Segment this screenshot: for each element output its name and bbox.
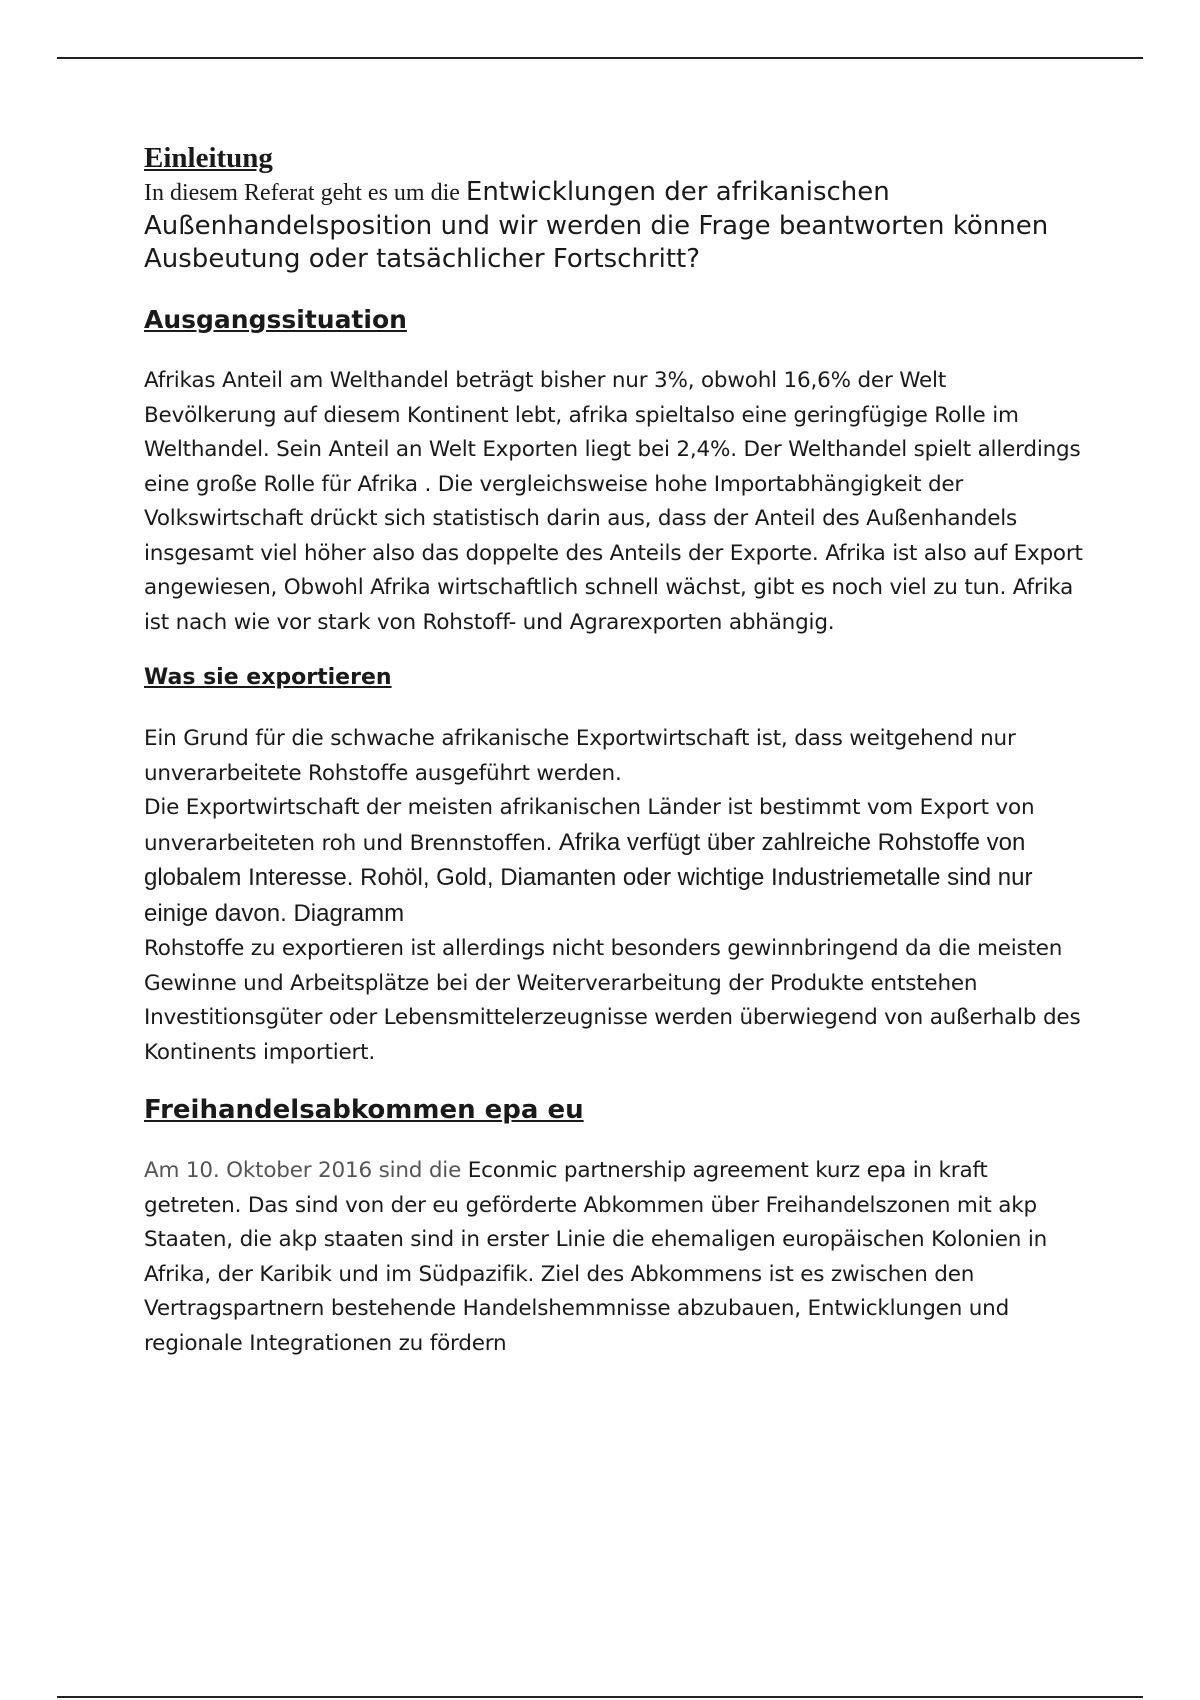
intro-paragraph bbox=[144, 176, 1084, 276]
heading-freihandelsabkommen: Freihandelsabkommen epa eu bbox=[144, 1095, 584, 1125]
epa-paragraph bbox=[144, 1154, 1084, 1361]
export-line-1: Ein Grund für die schwache afrikanische Exportwirtschaft ist, dass weitgehend nur unverarbeitete Rohstoffe ausgeführt werden. bbox=[144, 726, 1016, 786]
document-body bbox=[144, 140, 1084, 1361]
heading-was-sie-exportieren: Was sie exportieren bbox=[144, 665, 392, 690]
top-rule bbox=[57, 57, 1143, 59]
intro-serif-text: In diesem Referat geht es um die bbox=[144, 180, 466, 206]
export-line-2 bbox=[144, 791, 1084, 932]
heading-ausgangssituation: Ausgangssituation bbox=[144, 305, 407, 334]
ausgang-paragraph: Afrikas Anteil am Welthandel beträgt bisher nur 3%, obwohl 16,6% der Welt Bevölkerung auf diesem Kontinent lebt, afrika spieltalso eine geringfügige Rolle im Welthandel. Sein Anteil an Welt Exporten liegt bei 2,4%. Der Welthandel spielt allerdings eine große Rolle für Afrika . Die vergleichsweise hohe Importabhängigkeit der Volkswirtschaft drückt sich statistisch darin aus, dass der Anteil des Außenhandels insgesamt viel höher also das doppelte des Anteils der Exporte. Afrika ist also auf Export angewiesen, Obwohl Afrika wirtschaftlich schnell wächst, gibt es noch viel zu tun. Afrika ist nach wie vor stark von Rohstoff- und Agrarexporten abhängig. bbox=[144, 368, 1083, 635]
intro-sans-text: Entwicklungen der afrikanischen Außenhandelsposition und wir werden die Frage beantworten können bbox=[144, 177, 1049, 241]
intro-question: Ausbeutung oder tatsächlicher Fortschritt? bbox=[144, 244, 701, 274]
export-paragraphs bbox=[144, 722, 1084, 1070]
epa-date-text: Am 10. Oktober 2016 sind die bbox=[144, 1158, 468, 1183]
export-line-2a: Die Exportwirtschaft der meisten afrikanischen Länder ist bestimmt vom Export von unverarbeiteten roh und Brennstoffen. bbox=[144, 795, 1035, 856]
heading-einleitung: Einleitung bbox=[144, 142, 273, 174]
export-line-2b: Afrika verfügt über zahlreiche Rohstoffe von globalem Interesse. Rohöl, Gold, Diamanten oder wichtige Industriemetalle sind nur einige davon. Diagramm bbox=[144, 828, 1033, 927]
bottom-rule bbox=[57, 1696, 1143, 1698]
export-line-4: Investitionsgüter oder Lebensmittelerzeugnisse werden überwiegend von außerhalb des Kontinents importiert. bbox=[144, 1005, 1081, 1065]
export-line-3: Rohstoffe zu exportieren ist allerdings nicht besonders gewinnbringend da die meisten Gewinne und Arbeitsplätze bei der Weiterverarbeitung der Produkte entstehen bbox=[144, 936, 1063, 996]
epa-body-text: Econmic partnership agreement kurz epa in kraft getreten. Das sind von der eu geförderte Abkommen über Freihandelszonen mit akp Staaten, die akp staaten sind in erster Linie die ehemaligen europäischen Kolonien in Afrika, der Karibik und im Südpazifik. Ziel des Abkommens ist es zwischen den Vertragspartnern bestehende Handelshemmnisse abzubauen, Entwicklungen und regionale Integrationen zu fördern bbox=[144, 1158, 1048, 1356]
